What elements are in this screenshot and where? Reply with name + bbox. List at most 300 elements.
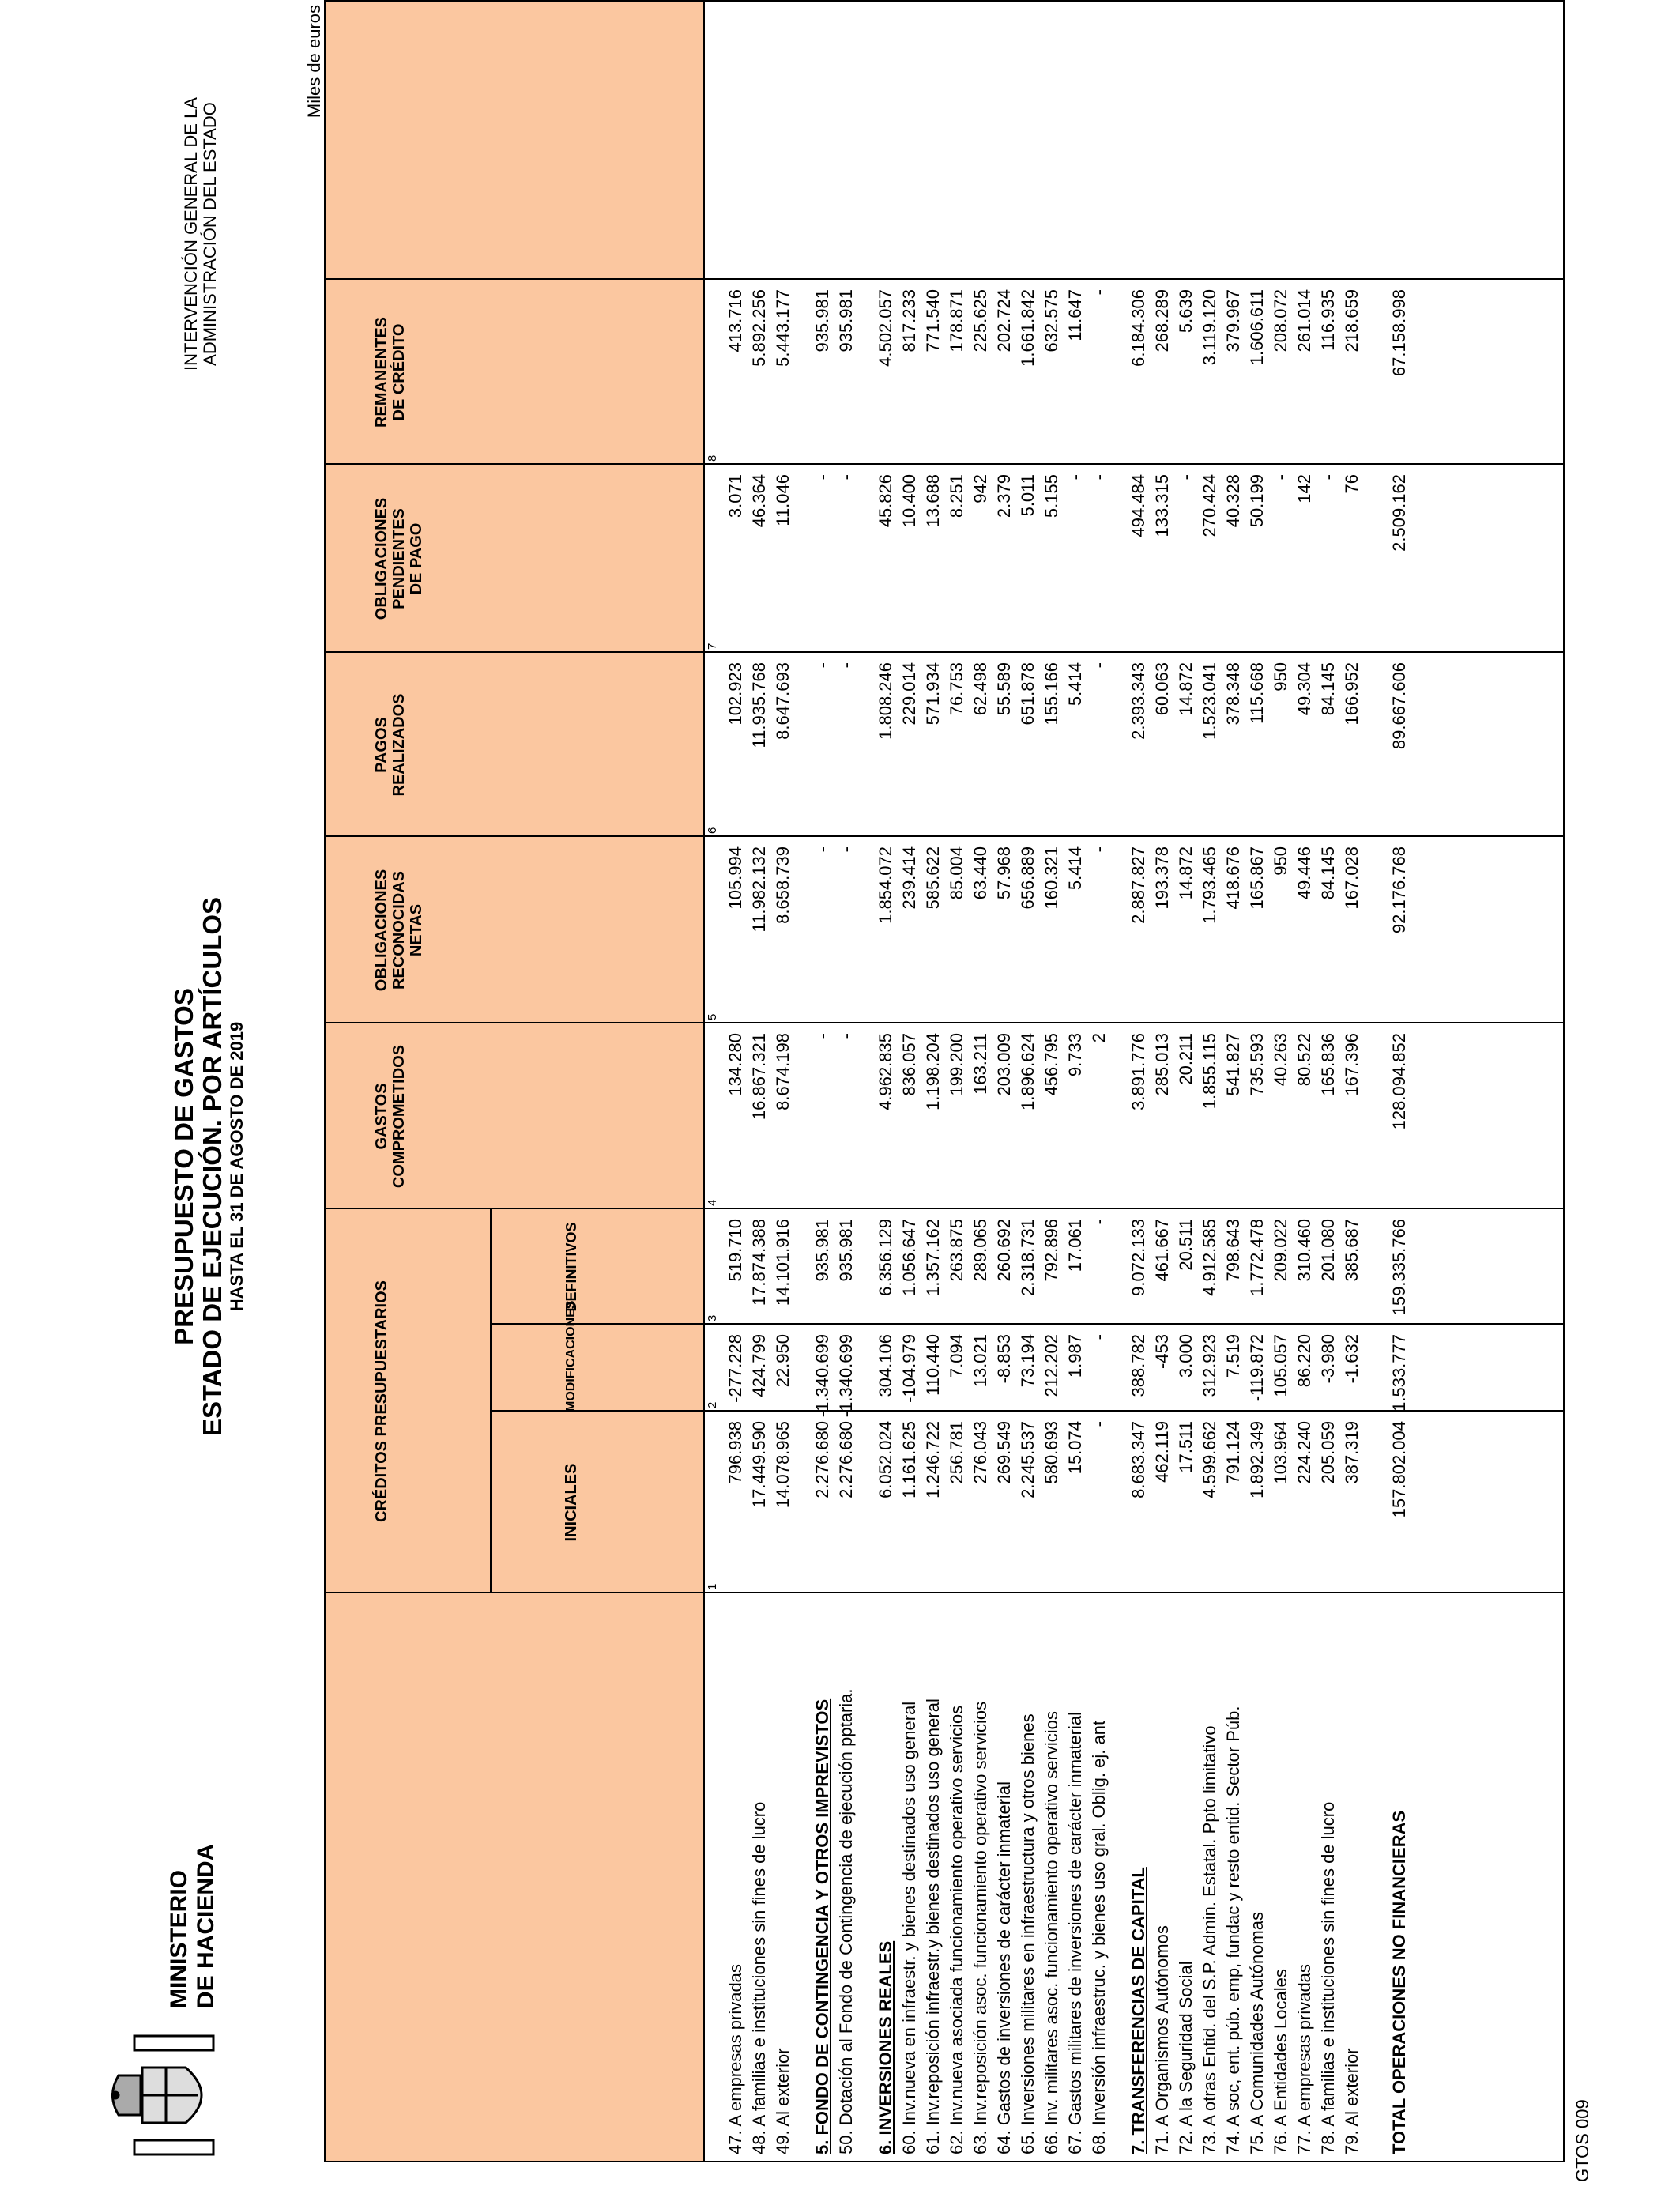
table-cell: 3.071 xyxy=(725,474,745,518)
table-cell: 378.348 xyxy=(1223,662,1243,726)
table-cell: 541.827 xyxy=(1223,1033,1243,1096)
table-cell: 17.511 xyxy=(1176,1421,1196,1473)
table-cell: 935.981 xyxy=(836,1219,856,1282)
table-cell: - xyxy=(1089,289,1109,296)
table-cell: -1.632 xyxy=(1342,1334,1362,1384)
table-cell: - xyxy=(812,1033,832,1039)
table-cell: 388.782 xyxy=(1128,1334,1148,1397)
table-cell: 17.061 xyxy=(1065,1219,1085,1272)
table-cell: 256.781 xyxy=(947,1421,966,1484)
table-cell: 50.199 xyxy=(1247,474,1267,528)
table-cell: 46.364 xyxy=(749,474,769,528)
row-label: 60. Inv.nueva en infraestr. y bienes destinados uso general xyxy=(899,1701,919,2154)
table-cell: 7.094 xyxy=(947,1334,966,1378)
table-cell: 2.318.731 xyxy=(1018,1219,1038,1296)
table-cell: 40.263 xyxy=(1271,1033,1290,1087)
table-cell: 15.074 xyxy=(1065,1421,1085,1475)
table-cell: 115.668 xyxy=(1247,662,1267,724)
row-label: 75. A Comunidades Autónomas xyxy=(1247,1912,1267,2154)
table-cell: -104.979 xyxy=(899,1334,919,1403)
table-cell: 5.414 xyxy=(1065,846,1085,891)
creditos-underline xyxy=(490,1209,492,1593)
table-cell: -1.340.699 xyxy=(812,1334,832,1418)
col-number: 8 xyxy=(706,454,719,462)
table-cell: 55.589 xyxy=(994,662,1014,716)
table-cell: 5.892.256 xyxy=(749,289,769,367)
col-number: 1 xyxy=(706,1583,719,1590)
row-label: 74. A soc, ent. púb. emp, fundac y resto entid. Sector Púb. xyxy=(1223,1706,1243,2154)
col-number: 3 xyxy=(706,1314,719,1321)
table-cell: 385.687 xyxy=(1342,1219,1362,1282)
title-line3: HASTA EL 31 DE AGOSTO DE 2019 xyxy=(227,1021,247,1312)
table-cell: 22.950 xyxy=(773,1334,793,1388)
remanentes-header-l1: REMANENTES xyxy=(373,317,390,428)
table-cell: 268.289 xyxy=(1152,289,1172,352)
table-cell: 4.962.835 xyxy=(876,1033,895,1110)
table-cell: 2.276.680 xyxy=(836,1421,856,1498)
table-cell: 950 xyxy=(1271,846,1290,876)
table-row xyxy=(1064,2,1087,2161)
table-cell: 5.011 xyxy=(1018,474,1038,517)
table-cell: 84.145 xyxy=(1318,662,1338,716)
table-cell: 5.639 xyxy=(1176,289,1196,334)
table-cell: 165.867 xyxy=(1247,846,1267,910)
table-cell: 208.072 xyxy=(1271,289,1290,352)
table-row xyxy=(1340,2,1364,2161)
table-cell: 193.378 xyxy=(1152,846,1172,910)
table-cell: 165.836 xyxy=(1318,1033,1338,1096)
table-cell: 20.211 xyxy=(1176,1033,1196,1085)
table-cell: 8.658.739 xyxy=(773,846,793,924)
table-cell: 17.874.388 xyxy=(749,1219,769,1306)
units-label: Miles de euros xyxy=(304,5,324,119)
table-cell: 418.676 xyxy=(1223,846,1243,910)
footer-code: GTOS 009 xyxy=(1573,2099,1592,2182)
table-cell: 9.072.133 xyxy=(1128,1219,1148,1296)
table-cell: 9.733 xyxy=(1065,1033,1085,1077)
table-cell: 239.414 xyxy=(899,846,919,910)
table-cell: 2.887.827 xyxy=(1128,846,1148,924)
row-label: 62. Inv.nueva asociada funcionamiento operativo servicios xyxy=(947,1705,966,2154)
table-row xyxy=(1269,2,1293,2161)
table-cell: 571.934 xyxy=(923,662,943,726)
col-number: 7 xyxy=(706,643,719,650)
table-cell: 289.065 xyxy=(970,1219,990,1282)
table-cell: 519.710 xyxy=(725,1219,745,1282)
table-cell: 16.867.321 xyxy=(749,1033,769,1121)
table-cell: 76 xyxy=(1342,474,1362,494)
table-cell: 84.145 xyxy=(1318,846,1338,900)
table-cell: 1.854.072 xyxy=(876,846,895,924)
table-row xyxy=(969,2,993,2161)
table-cell: 3.000 xyxy=(1176,1334,1196,1378)
table-cell: 413.716 xyxy=(725,289,745,352)
table-cell: -453 xyxy=(1152,1334,1172,1370)
col-number: 4 xyxy=(706,1199,719,1206)
ministry-line1: MINISTERIO xyxy=(166,1869,192,2008)
table-row xyxy=(724,2,748,2161)
table-cell: 798.643 xyxy=(1223,1219,1243,1282)
modificaciones-header: MODIFICACIONES xyxy=(564,1300,578,1412)
table-cell: -1.340.699 xyxy=(836,1334,856,1418)
table-cell: 2.276.680 xyxy=(812,1421,832,1498)
table-cell: 11.935.768 xyxy=(749,662,769,748)
table-cell: 4.912.585 xyxy=(1200,1219,1219,1296)
pagos-header-l2: REALIZADOS xyxy=(390,693,408,797)
table-cell: 14.872 xyxy=(1176,846,1196,900)
table-cell: 218.659 xyxy=(1342,289,1362,352)
table-cell: 2.393.343 xyxy=(1128,662,1148,740)
table-cell: - xyxy=(1089,1334,1109,1340)
pendientes-header-l2: PENDIENTES xyxy=(390,508,408,609)
table-cell: 102.923 xyxy=(725,662,745,726)
table-cell: 178.871 xyxy=(947,289,966,352)
table-cell: -277.228 xyxy=(725,1334,745,1403)
iniciales-header: INICIALES xyxy=(563,1463,580,1542)
row-label: 49. Al exterior xyxy=(773,2048,793,2154)
table-cell: 40.328 xyxy=(1223,474,1243,528)
table-cell: 462.119 xyxy=(1152,1421,1172,1483)
table-cell: 2.509.162 xyxy=(1389,474,1409,552)
table-cell: 260.692 xyxy=(994,1219,1014,1282)
execution-table xyxy=(324,0,1565,2162)
row-label: 79. Al exterior xyxy=(1342,2048,1362,2154)
table-cell: 160.321 xyxy=(1042,846,1061,910)
table-cell: 205.059 xyxy=(1318,1421,1338,1484)
pendientes-header xyxy=(373,465,425,653)
table-cell: 310.460 xyxy=(1294,1219,1314,1282)
table-cell: 60.063 xyxy=(1152,662,1172,716)
table-cell: 224.240 xyxy=(1294,1421,1314,1484)
table-cell: 80.522 xyxy=(1294,1033,1314,1087)
pagos-header xyxy=(373,653,408,837)
table-cell: 796.938 xyxy=(725,1421,745,1484)
table-cell: 387.319 xyxy=(1342,1421,1362,1484)
table-cell: 3.119.120 xyxy=(1200,289,1219,366)
table-cell: 3.891.776 xyxy=(1128,1033,1148,1110)
table-cell: 580.693 xyxy=(1042,1421,1061,1484)
table-cell: -3.980 xyxy=(1318,1334,1338,1384)
table-cell: 5.414 xyxy=(1065,662,1085,707)
table-cell: 142 xyxy=(1294,474,1314,503)
table-cell: -8.853 xyxy=(994,1334,1014,1384)
table-cell: 89.667.606 xyxy=(1389,662,1409,750)
table-cell: 5.155 xyxy=(1042,474,1061,518)
table-row xyxy=(1245,2,1269,2161)
table-cell: - xyxy=(1089,1421,1109,1427)
table-cell: 116.935 xyxy=(1318,289,1338,351)
title-line2: ESTADO DE EJECUCIÓN. POR ARTÍCULOS xyxy=(198,896,227,1437)
table-cell: 8.251 xyxy=(947,474,966,518)
table-cell: 8.674.198 xyxy=(773,1033,793,1110)
table-cell: 13.021 xyxy=(970,1334,990,1388)
table-cell: 8.647.693 xyxy=(773,662,793,740)
table-cell: 836.057 xyxy=(899,1033,919,1096)
row-label: 64. Gastos de inversiones de carácter inmaterial xyxy=(994,1781,1014,2154)
table-cell: 155.166 xyxy=(1042,662,1061,726)
table-cell: - xyxy=(1176,474,1196,481)
row-label: 77. A empresas privadas xyxy=(1294,1964,1314,2154)
table-cell: 11.647 xyxy=(1065,289,1085,341)
row-label: 76. A Entidades Locales xyxy=(1271,1969,1290,2154)
table-cell: - xyxy=(812,474,832,481)
obligaciones-header-l2: RECONOCIDAS xyxy=(390,871,408,990)
table-cell: 86.220 xyxy=(1294,1334,1314,1388)
table-cell: 225.625 xyxy=(970,289,990,352)
table-cell: 20.511 xyxy=(1176,1219,1196,1271)
table-cell: 312.923 xyxy=(1200,1334,1219,1397)
table-row xyxy=(945,2,969,2161)
table-cell: 935.981 xyxy=(812,289,832,352)
table-cell: 1.987 xyxy=(1065,1334,1085,1378)
table-row xyxy=(1293,2,1317,2161)
table-row xyxy=(1174,2,1198,2161)
ministry-name xyxy=(166,1844,220,2008)
table-cell: 67.158.998 xyxy=(1389,289,1409,377)
table-cell: 110.440 xyxy=(923,1334,943,1396)
table-cell: 14.101.916 xyxy=(773,1219,793,1306)
table-cell: 651.878 xyxy=(1018,662,1038,726)
table-cell: 2.245.537 xyxy=(1018,1421,1038,1498)
table-cell: - xyxy=(836,662,856,669)
table-cell: 424.799 xyxy=(749,1334,769,1397)
remanentes-header-l2: DE CRÉDITO xyxy=(390,323,408,421)
table-cell: 166.952 xyxy=(1342,662,1362,726)
table-cell: 45.826 xyxy=(876,474,895,528)
table-cell: - xyxy=(836,846,856,853)
table-cell: 167.396 xyxy=(1342,1033,1362,1096)
table-cell: 201.080 xyxy=(1318,1219,1338,1282)
row-label: 66. Inv. militares asoc. funcionamiento operativo servicios xyxy=(1042,1711,1061,2154)
table-cell: 5.443.177 xyxy=(773,289,793,367)
table-cell: 1.161.625 xyxy=(899,1421,919,1498)
table-cell: 85.004 xyxy=(947,846,966,900)
table-cell: 656.889 xyxy=(1018,846,1038,910)
table-cell: 461.667 xyxy=(1152,1219,1172,1282)
table-row xyxy=(748,2,771,2161)
table-cell: 1.661.842 xyxy=(1018,289,1038,367)
table-cell: 103.964 xyxy=(1271,1421,1290,1484)
table-cell: 212.202 xyxy=(1042,1334,1061,1397)
obligaciones-header-l3: NETAS xyxy=(408,903,425,957)
remanentes-header xyxy=(373,280,408,465)
table-cell: 199.200 xyxy=(947,1033,966,1096)
table-cell: 57.968 xyxy=(994,846,1014,900)
row-label: 6. INVERSIONES REALES xyxy=(876,1940,895,2154)
table-cell: 13.688 xyxy=(923,474,943,528)
table-cell: 1.892.349 xyxy=(1247,1421,1267,1498)
table-cell: 276.043 xyxy=(970,1421,990,1484)
title-line1: PRESUPUESTO DE GASTOS xyxy=(169,988,198,1345)
row-label: 78. A familias e instituciones sin fines de lucro xyxy=(1318,1801,1338,2154)
table-cell: 4.599.662 xyxy=(1200,1421,1219,1498)
table-cell: 105.994 xyxy=(725,846,745,910)
table-cell: 1.793.465 xyxy=(1200,846,1219,924)
table-cell: 128.094.852 xyxy=(1389,1033,1409,1130)
table-cell: 49.446 xyxy=(1294,846,1314,900)
table-cell: 1.056.647 xyxy=(899,1219,919,1296)
table-cell: 202.724 xyxy=(994,289,1014,352)
table-row xyxy=(771,2,795,2161)
row-label: 71. A Organismos Autónomos xyxy=(1152,1925,1172,2154)
table-cell: 157.802.004 xyxy=(1389,1421,1409,1518)
coat-of-arms-icon xyxy=(111,2020,229,2170)
table-row xyxy=(834,2,858,2161)
table-cell: 159.335.766 xyxy=(1389,1219,1409,1316)
table-cell: 76.753 xyxy=(947,662,966,716)
table-cell: 1.533.777 xyxy=(1389,1334,1409,1412)
table-cell: 6.184.306 xyxy=(1128,289,1148,367)
table-cell: - xyxy=(1089,474,1109,481)
table-cell: 269.549 xyxy=(994,1421,1014,1484)
pendientes-header-l3: DE PAGO xyxy=(408,522,425,595)
gastos-header-l1: GASTOS xyxy=(373,1083,390,1150)
table-cell: 167.028 xyxy=(1342,846,1362,910)
table-row xyxy=(1388,2,1411,2161)
table-cell: 73.194 xyxy=(1018,1334,1038,1388)
table-cell: 632.575 xyxy=(1042,289,1061,352)
table-cell: 163.211 xyxy=(970,1033,990,1095)
table-cell: - xyxy=(1065,474,1085,481)
table-cell: 263.875 xyxy=(947,1219,966,1282)
row-label: 7. TRANSFERENCIAS DE CAPITAL xyxy=(1128,1867,1148,2154)
table-cell: 1.808.246 xyxy=(876,662,895,740)
table-cell: 1.523.041 xyxy=(1200,662,1219,740)
creditos-header: CRÉDITOS PRESUPUESTARIOS xyxy=(373,1280,390,1522)
table-cell: 456.795 xyxy=(1042,1033,1061,1096)
col-number: 5 xyxy=(706,1013,719,1020)
row-label: 61. Inv.reposición infraestr.y bienes destinados uso general xyxy=(923,1698,943,2154)
table-cell: 817.233 xyxy=(899,289,919,352)
table-cell: 11.982.132 xyxy=(749,846,769,933)
table-row xyxy=(874,2,898,2161)
table-cell: 771.540 xyxy=(923,289,943,352)
table-cell: 11.046 xyxy=(773,474,793,526)
row-label: 72. A la Seguridad Social xyxy=(1176,1961,1196,2154)
table-cell: 270.424 xyxy=(1200,474,1219,537)
table-cell: 1.357.162 xyxy=(923,1219,943,1296)
table-cell: - xyxy=(1089,1219,1109,1225)
table-row xyxy=(898,2,921,2161)
row-label: 47. A empresas privadas xyxy=(725,1964,745,2154)
col-number: 2 xyxy=(706,1401,719,1408)
obligaciones-header xyxy=(373,837,425,1023)
table-row xyxy=(1087,2,1111,2161)
table-cell: - xyxy=(1089,846,1109,853)
table-cell: - xyxy=(1318,474,1338,481)
table-cell: 63.440 xyxy=(970,846,990,900)
table-row xyxy=(1198,2,1222,2161)
table-row xyxy=(1151,2,1174,2161)
pagos-header-l1: PAGOS xyxy=(373,717,390,773)
row-label: TOTAL OPERACIONES NO FINANCIERAS xyxy=(1389,1810,1409,2154)
table-row xyxy=(1040,2,1064,2161)
row-label: 50. Dotación al Fondo de Contingencia de ejecución pptaria. xyxy=(836,1688,856,2154)
table-cell: 209.022 xyxy=(1271,1219,1290,1282)
row-label: 48. A familias e instituciones sin fines de lucro xyxy=(749,1801,769,2154)
table-cell: 304.106 xyxy=(876,1334,895,1397)
table-cell: 1.855.115 xyxy=(1200,1033,1219,1110)
row-label: 68. Inversión infraestruc. y bienes uso gral. Oblig. ej. ant xyxy=(1089,1720,1109,2154)
table-cell: 6.052.024 xyxy=(876,1421,895,1498)
table-cell: 49.304 xyxy=(1294,662,1314,716)
table-cell: 379.967 xyxy=(1223,289,1243,352)
table-cell: 950 xyxy=(1271,662,1290,692)
table-cell: 585.622 xyxy=(923,846,943,910)
table-cell: 735.593 xyxy=(1247,1033,1267,1096)
table-cell: 4.502.057 xyxy=(876,289,895,367)
gastos-header xyxy=(373,1023,408,1209)
table-cell: 62.498 xyxy=(970,662,990,716)
table-cell: 14.872 xyxy=(1176,662,1196,716)
table-cell: 92.176.768 xyxy=(1389,846,1409,934)
table-cell: 105.057 xyxy=(1271,1334,1290,1397)
table-cell: 134.280 xyxy=(725,1033,745,1096)
table-row xyxy=(1016,2,1040,2161)
table-cell: 6.356.129 xyxy=(876,1219,895,1296)
col-number: 6 xyxy=(706,827,719,834)
table-cell: 285.013 xyxy=(1152,1033,1172,1096)
row-label: 65. Inversiones militares en infraestructura y otros bienes xyxy=(1018,1713,1038,2154)
row-label: 63. Inv.reposición asoc. funcionamiento operativo servicios xyxy=(970,1701,990,2154)
table-cell: 17.449.590 xyxy=(749,1421,769,1509)
table-cell: -119.872 xyxy=(1247,1334,1267,1402)
gastos-header-l2: COMPROMETIDOS xyxy=(390,1044,408,1189)
table-cell: 2 xyxy=(1089,1033,1109,1043)
table-row xyxy=(1222,2,1245,2161)
table-cell: 8.683.347 xyxy=(1128,1421,1148,1498)
table-cell: 229.014 xyxy=(899,662,919,726)
table-cell: 1.896.624 xyxy=(1018,1033,1038,1110)
ministry-line2: DE HACIENDA xyxy=(193,1843,219,2008)
definitivos-header: DEFINITIVOS xyxy=(563,1222,579,1312)
table-cell: 133.315 xyxy=(1152,474,1172,537)
table-row xyxy=(1127,2,1151,2161)
table-row xyxy=(921,2,945,2161)
table-cell: - xyxy=(836,1033,856,1039)
table-cell: 935.981 xyxy=(812,1219,832,1282)
table-cell: 14.078.965 xyxy=(773,1421,793,1509)
table-cell: 1.246.722 xyxy=(923,1421,943,1498)
table-cell: 942 xyxy=(970,474,990,503)
row-label: 67. Gastos militares de inversiones de carácter inmaterial xyxy=(1065,1711,1085,2154)
agency-line2: ADMINISTRACIÓN DEL ESTADO xyxy=(200,102,220,366)
table-cell: 935.981 xyxy=(836,289,856,352)
table-cell: 1.198.204 xyxy=(923,1033,943,1110)
table-row xyxy=(811,2,834,2161)
table-cell: 203.009 xyxy=(994,1033,1014,1096)
table-cell: - xyxy=(1089,662,1109,669)
table-cell: - xyxy=(812,662,832,669)
table-row xyxy=(1317,2,1340,2161)
table-cell: 261.014 xyxy=(1294,289,1314,352)
table-cell: 1.772.478 xyxy=(1247,1219,1267,1296)
agency-line1: INTERVENCIÓN GENERAL DE LA xyxy=(181,97,201,371)
table-cell: - xyxy=(812,846,832,853)
row-label: 73. A otras Entid. del S.P. Admin. Estatal. Ppto limitativo xyxy=(1200,1725,1219,2154)
table-row xyxy=(993,2,1016,2161)
table-cell: 2.379 xyxy=(994,474,1014,518)
row-label: 5. FONDO DE CONTINGENCIA Y OTROS IMPREVISTOS xyxy=(812,1698,832,2154)
obligaciones-header-l1: OBLIGACIONES xyxy=(373,869,390,992)
table-cell: - xyxy=(1271,474,1290,481)
pendientes-header-l1: OBLIGACIONES xyxy=(373,497,390,620)
table-cell: 10.400 xyxy=(899,474,919,528)
table-cell: 791.124 xyxy=(1223,1421,1243,1484)
table-cell: 494.484 xyxy=(1128,474,1148,537)
report-title xyxy=(170,850,247,1483)
table-cell: 1.606.611 xyxy=(1247,289,1267,366)
